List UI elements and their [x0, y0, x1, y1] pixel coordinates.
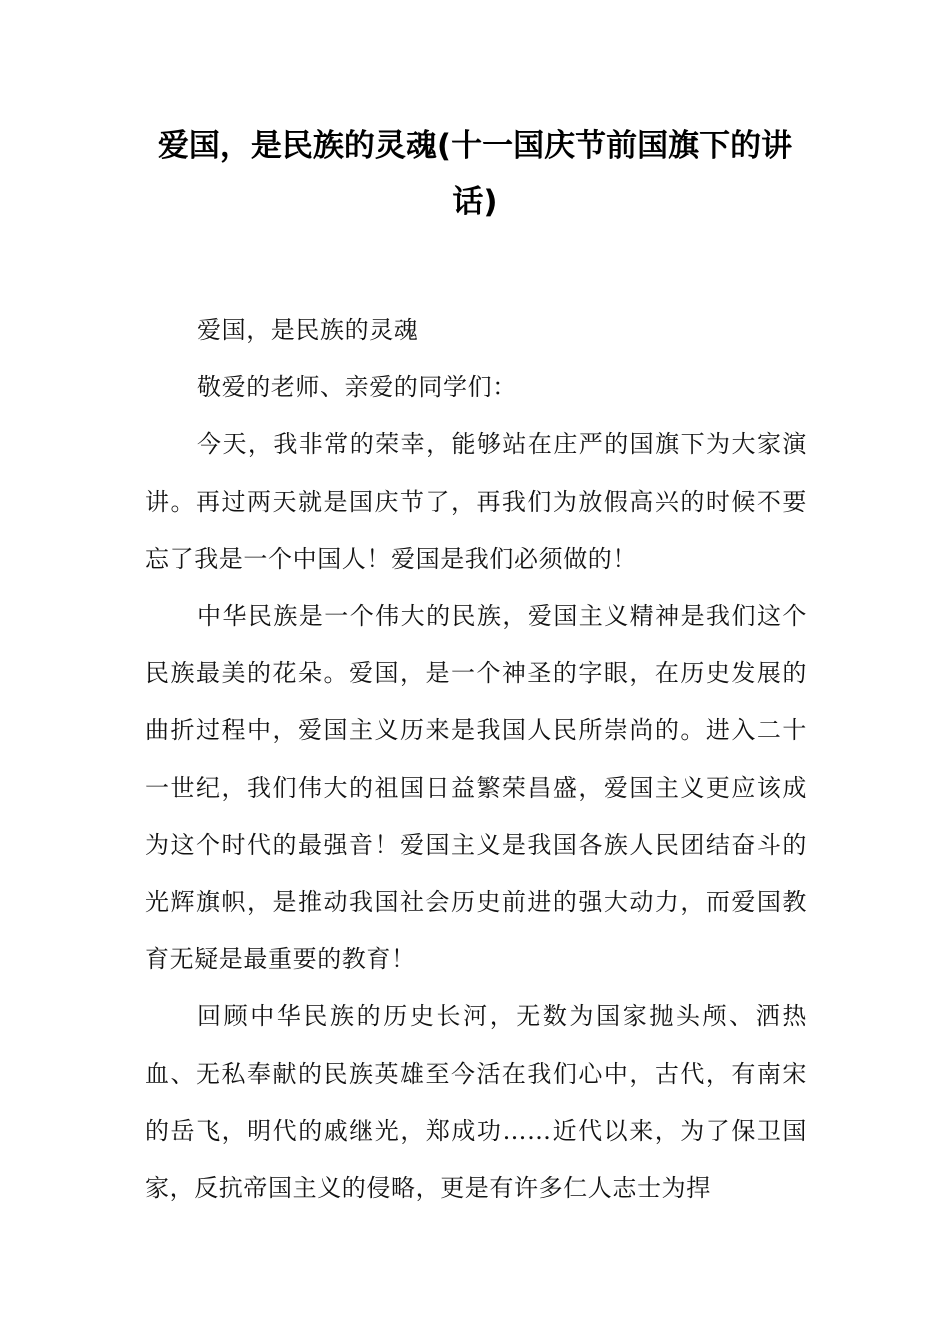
document-body: [145, 302, 807, 1217]
paragraph: 今天，我非常的荣幸，能够站在庄严的国旗下为大家演讲。再过两天就是国庆节了，再我们为放假高兴的时候不要忘了我是一个中国人！爱国是我们必须做的！: [145, 430, 807, 573]
paragraph-salutation: 敬爱的老师、亲爱的同学们：: [197, 373, 517, 402]
paragraph: 中华民族是一个伟大的民族，爱国主义精神是我们这个民族最美的花朵。爱国，是一个神圣的字眼，在历史发展的曲折过程中，爱国主义历来是我国人民所崇尚的。进入二十一世纪，我们伟大的祖国日益繁荣昌盛，爱国主义更应该成为这个时代的最强音！爱国主义是我国各族人民团结奋斗的光辉旗帜，是推动我国社会历史前进的强大动力，而爱国教育无疑是最重要的教育！: [145, 602, 807, 974]
paragraph: 回顾中华民族的历史长河，无数为国家抛头颅、洒热血、无私奉献的民族英雄至今活在我们心中，古代，有南宋的岳飞，明代的戚继光，郑成功……近代以来，为了保卫国家，反抗帝国主义的侵略，更是有许多仁人志士为捍: [145, 1002, 807, 1203]
document-title: 爱国，是民族的灵魂(十一国庆节前国旗下的讲话): [157, 128, 793, 220]
paragraph-heading: 爱国，是民族的灵魂: [197, 316, 419, 344]
